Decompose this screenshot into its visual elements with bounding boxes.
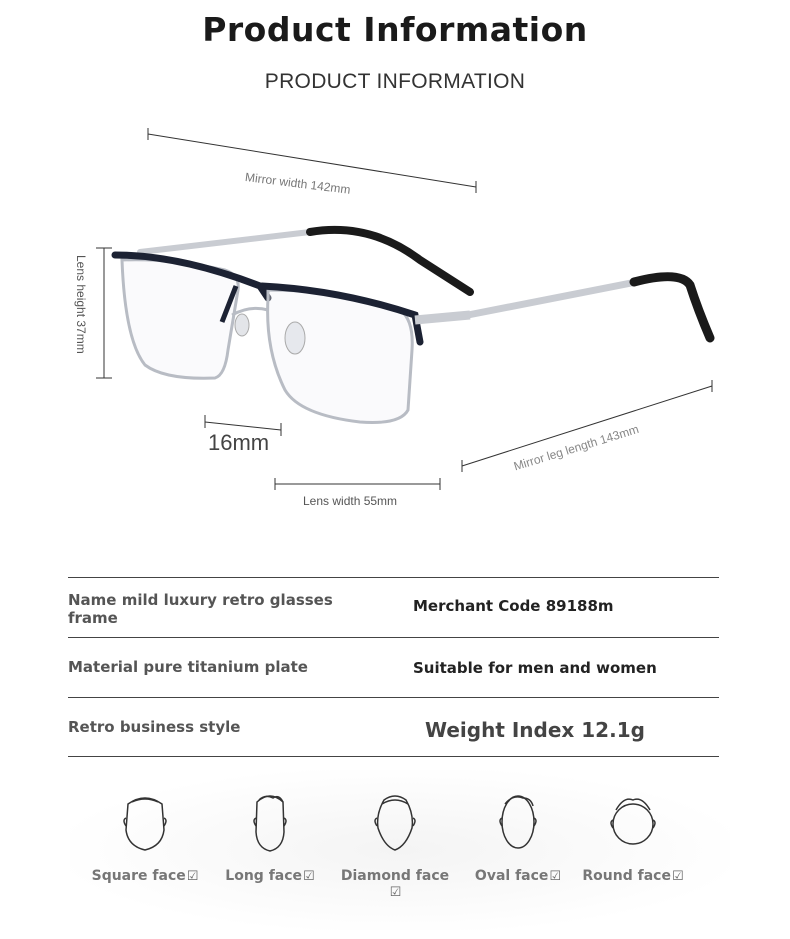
face-round: [573, 790, 693, 885]
round-face-icon: [606, 790, 660, 854]
check-icon: ☑: [671, 869, 684, 884]
spec-row: [68, 697, 719, 757]
face-square: [85, 790, 205, 885]
page-subtitle: PRODUCT INFORMATION: [264, 70, 526, 93]
spec-material: Material pure titanium plate: [68, 658, 308, 676]
spec-row: [68, 637, 719, 697]
face-label: Square face: [91, 868, 186, 884]
face-shapes: [70, 770, 730, 930]
spec-weight: Weight Index 12.1g: [425, 718, 645, 742]
glasses-illustration: [0, 110, 790, 530]
lens-width-label: Lens width 55mm: [303, 494, 398, 508]
leg-length-label: Mirror leg length 143mm: [512, 421, 641, 474]
face-long: [210, 790, 330, 885]
leg-length-line: [462, 386, 712, 466]
spec-merchant-code: Merchant Code 89188m: [413, 597, 614, 615]
spec-style: Retro business style: [68, 718, 241, 736]
spec-row: [68, 577, 719, 637]
face-oval: [458, 790, 578, 885]
bridge-line: [205, 422, 281, 430]
bridge-width-label: 16mm: [208, 430, 270, 455]
glasses-diagram: [0, 110, 790, 530]
long-face-icon: [243, 790, 297, 854]
oval-face-icon: [491, 790, 545, 854]
face-label: Long face: [225, 868, 303, 884]
check-icon: ☑: [303, 869, 315, 884]
spec-name: Name mild luxury retro glasses frame: [68, 591, 333, 627]
page-title: Product Information: [202, 10, 588, 49]
lens-height-label: Lens height 37mm: [74, 255, 88, 354]
check-icon: ☑: [549, 869, 562, 884]
diamond-face-icon: [368, 790, 422, 854]
face-label: Oval face: [474, 868, 549, 884]
spec-table: [68, 577, 719, 757]
mirror-width-label: Mirror width 142mm: [244, 170, 352, 197]
face-label: Diamond face: [340, 868, 450, 884]
check-icon: ☑: [186, 869, 199, 884]
check-icon: ☑: [389, 885, 402, 900]
square-face-icon: [118, 790, 172, 854]
face-label: Round face: [582, 868, 671, 884]
spec-suitable: Suitable for men and women: [413, 659, 657, 677]
face-diamond: [335, 790, 455, 901]
